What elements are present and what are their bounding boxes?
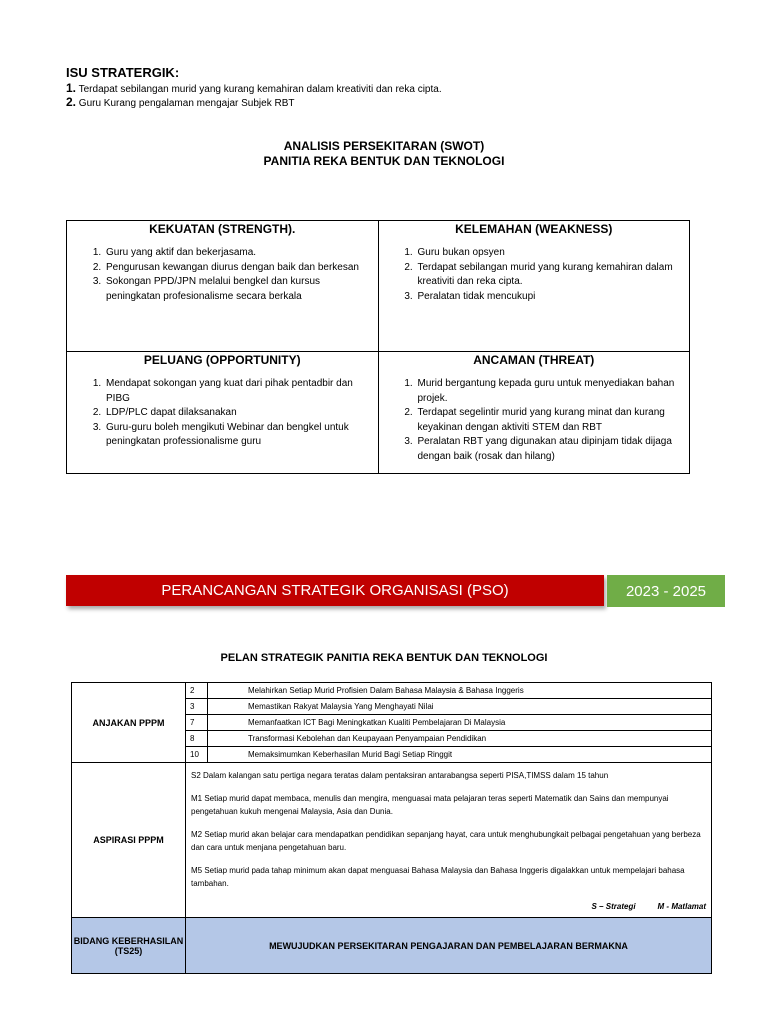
list-item: 2. Terdapat segelintir murid yang kurang minat dan kurang keyakinan dengan aktiviti STEM dan RBT (416, 406, 684, 435)
aspirasi-label: ASPIRASI PPPM (72, 763, 186, 918)
isu-item (66, 95, 294, 109)
strength-heading: KEKUATAN (STRENGTH). (149, 222, 296, 236)
anjakan-number: 8 (186, 731, 208, 747)
anjakan-number: 3 (186, 699, 208, 715)
isu-item-text: Terdapat sebilangan murid yang kurang kemahiran dalam kreativiti dan reka cipta. (78, 84, 442, 95)
legend-strategi: S – Strategi (591, 902, 636, 911)
list-item: 3. Peralatan RBT yang digunakan atau dipinjam tidak dijaga dengan baik (rosak dan hilang) (416, 435, 684, 464)
table-row (72, 918, 712, 974)
bidang-label: BIDANG KEBERHASILAN (TS25) (72, 918, 186, 974)
isu-title: ISU STRATERGIK: (66, 65, 180, 80)
weakness-heading: KELEMAHAN (WEAKNESS) (455, 222, 613, 236)
table-row (72, 763, 712, 918)
list-item: 2. Pengurusan kewangan diurus dengan baik dan berkesan (104, 261, 372, 276)
aspirasi-item: M1 Setiap murid dapat membaca, menulis dan mengira, menguasai mata pelajaran teras seperti Matematik dan Sains dan mempunyai pengetahuan kukuh mengenai Malaysia, Asia dan Dunia. (191, 794, 669, 816)
list-item: 2. Terdapat sebilangan murid yang kurang kemahiran dalam kreativiti dan reka cipta. (416, 261, 684, 290)
swot-table (66, 220, 690, 474)
isu-item-number: 1. (66, 81, 77, 95)
threat-heading: ANCAMAN (THREAT) (473, 353, 595, 367)
list-item: 1. Guru bukan opsyen (416, 246, 684, 261)
list-item: 3. Peralatan tidak mencukupi (416, 290, 684, 305)
isu-item (66, 81, 442, 95)
anjakan-label: ANJAKAN PPPM (72, 683, 186, 763)
pso-year-badge: 2023 - 2025 (607, 575, 725, 607)
list-item: 1. Murid bergantung kepada guru untuk menyediakan bahan projek. (416, 377, 684, 406)
list-item: 1. Guru yang aktif dan bekerjasama. (104, 246, 372, 261)
opportunity-heading: PELUANG (OPPORTUNITY) (143, 353, 301, 367)
aspirasi-item: S2 Dalam kalangan satu pertiga negara teratas dalam pentaksiran antarabangsa seperti PISA,TIMSS dalam 15 tahun (191, 771, 609, 780)
anjakan-text: Memanfaatkan ICT Bagi Meningkatkan Kualiti Pembelajaran Di Malaysia (208, 715, 712, 731)
anjakan-number: 2 (186, 683, 208, 699)
pelan-title: PELAN STRATEGIK PANITIA REKA BENTUK DAN TEKNOLOGI (220, 652, 548, 664)
swot-threat-cell (378, 352, 690, 474)
anjakan-text: Melahirkan Setiap Murid Profisien Dalam Bahasa Malaysia & Bahasa Inggeris (208, 683, 712, 699)
isu-item-number: 2. (66, 95, 77, 109)
swot-weakness-cell (378, 221, 690, 352)
legend-matlamat: M - Matlamat (657, 902, 706, 911)
anjakan-text: Transformasi Kebolehan dan Keupayaan Penyampaian Pendidikan (208, 731, 712, 747)
isu-item-text: Guru Kurang pengalaman mengajar Subjek RBT (78, 98, 295, 109)
anjakan-number: 10 (186, 747, 208, 763)
legend (191, 900, 706, 913)
anjakan-text: Memaksimumkan Keberhasilan Murid Bagi Setiap Ringgit (208, 747, 712, 763)
swot-strength-cell (67, 221, 379, 352)
aspirasi-item: M2 Setiap murid akan belajar cara mendapatkan pendidikan sepanjang hayat, cara untuk menghubungkait pelbagai pengetahuan yang berbeza dan cara untuk menjana pengetahuan baru. (191, 830, 701, 852)
anjakan-text: Memastikan Rakyat Malaysia Yang Menghayati Nilai (208, 699, 712, 715)
swot-opportunity-cell (67, 352, 379, 474)
list-item: 3. Sokongan PPD/JPN melalui bengkel dan kursus peningkatan profesionalisme secara berkala (104, 275, 372, 304)
pelan-strategik-table (71, 682, 712, 974)
swot-subtitle: PANITIA REKA BENTUK DAN TEKNOLOGI (263, 154, 505, 168)
swot-title: ANALISIS PERSEKITARAN (SWOT) (283, 139, 485, 153)
bidang-value: MEWUJUDKAN PERSEKITARAN PENGAJARAN DAN PEMBELAJARAN BERMAKNA (186, 918, 712, 974)
aspirasi-item: M5 Setiap murid pada tahap minimum akan dapat menguasai Bahasa Malaysia dan Bahasa Inggeris digalakkan untuk mempelajari bahasa tambahan. (191, 866, 685, 888)
list-item: 1. Mendapat sokongan yang kuat dari pihak pentadbir dan PIBG (104, 377, 372, 406)
anjakan-number: 7 (186, 715, 208, 731)
table-row (72, 683, 712, 699)
aspirasi-cell (186, 763, 712, 918)
list-item: 2. LDP/PLC dapat dilaksanakan (104, 406, 372, 421)
pso-title-banner: PERANCANGAN STRATEGIK ORGANISASI (PSO) (66, 575, 604, 606)
list-item: 3. Guru-guru boleh mengikuti Webinar dan bengkel untuk peningkatan professionalisme guru (104, 421, 372, 450)
